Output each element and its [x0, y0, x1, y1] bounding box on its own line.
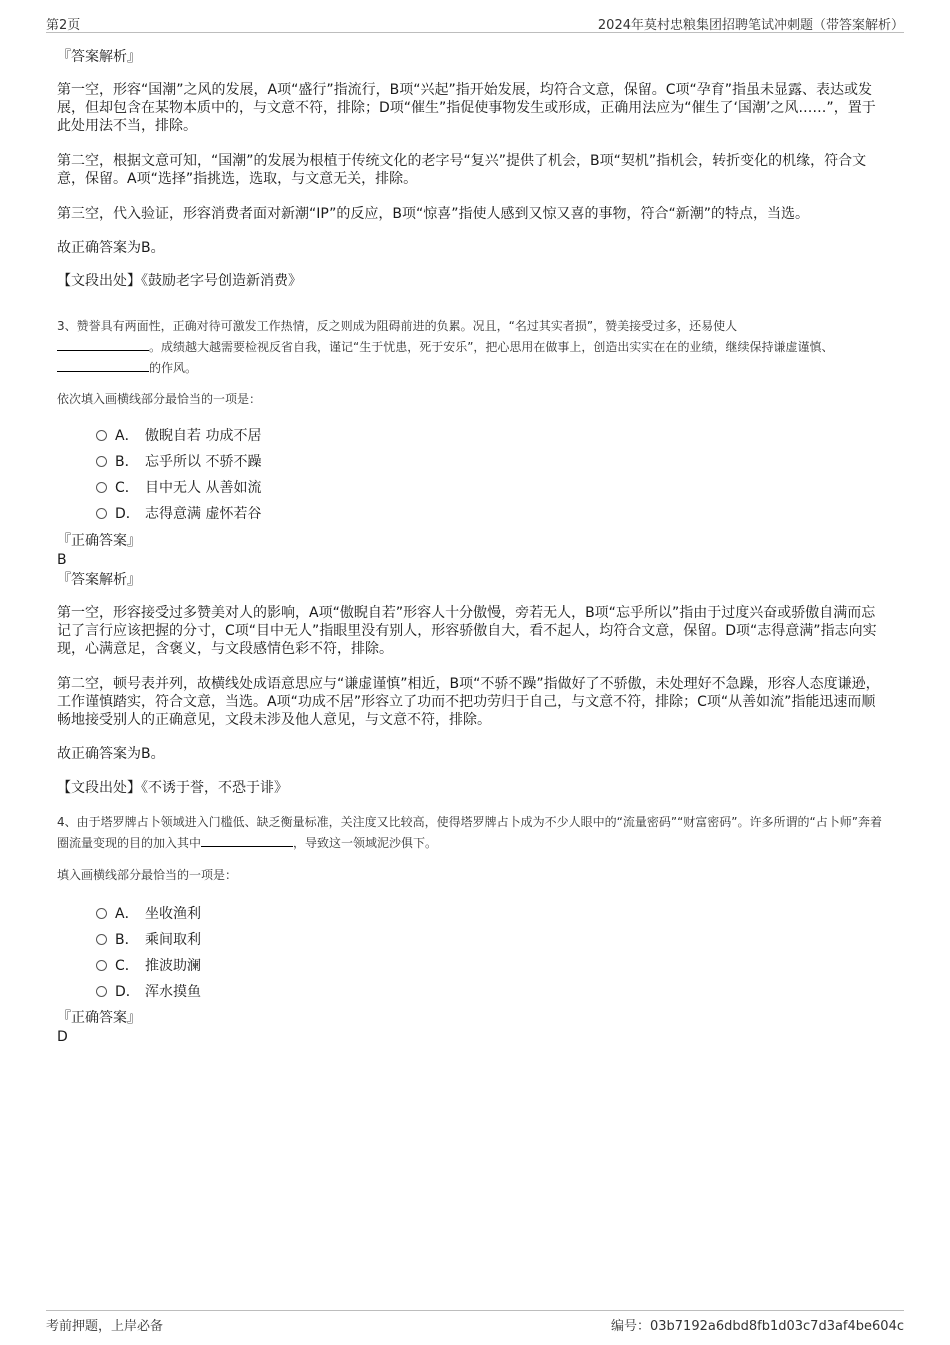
q4-option-b[interactable]: B． 乘间取利: [96, 929, 201, 949]
q3-source: 【文段出处】《不诱于誉，不恐于诽》: [57, 780, 288, 796]
document-title: 2024年莫村忠粮集团招聘笔试冲刺题（带答案解析）: [597, 18, 904, 33]
page-number: 第2页: [46, 18, 81, 33]
q3-conclusion: 故正确答案为B。: [57, 746, 165, 762]
q3-stem-part-b: 。成绩越大越需要检视反省自我，谨记“生于忧患，死于安乐”，把心思用在做事上，创造出实实在在的业绩，继续保持谦虚谨慎、: [149, 340, 834, 354]
q4-instruction: 填入画横线部分最恰当的一项是：: [57, 868, 238, 882]
q4-blank: [201, 834, 293, 847]
q3-option-a[interactable]: A． 傲睨自若 功成不居: [96, 425, 261, 445]
q2-analysis-p1: 第一空，形容“国潮”之风的发展，A项“盛行”指流行，B项“兴起”指开始发展，均符合文意，保留。C项“孕育”指虽未显露、表达或发展，但却包含在某物本质中的，与文意不符，排除；D项“催生”指促使事物发生或形成，正确用法应为“催生了‘国潮’之风……”，置于此处用法不当，排除。: [57, 82, 876, 134]
radio-icon[interactable]: [96, 986, 107, 997]
radio-icon[interactable]: [96, 508, 107, 519]
q4-stem-part-a: 4、由于塔罗牌占卜领域进入门槛低、缺乏衡量标准，关注度又比较高，使得塔罗牌占卜成为不少人眼中的“流量密码”“财富密码”。许多所谓的“占卜师”奔着圈流量变现的目的加入其中: [57, 815, 882, 850]
page-header: [46, 12, 904, 33]
page-footer: [46, 1310, 904, 1335]
q3-option-b[interactable]: B． 忘乎所以 不骄不躁: [96, 451, 261, 471]
q4-option-d[interactable]: D． 浑水摸鱼: [96, 981, 201, 1001]
q2-conclusion: 故正确答案为B。: [57, 240, 165, 256]
q3-analysis-label: 『答案解析』: [57, 572, 141, 588]
footer-document-id: 编号：03b7192a6dbd8fb1d03c7d3af4be604c: [610, 1319, 904, 1334]
q4-option-c[interactable]: C． 推波助澜: [96, 955, 201, 975]
q3-stem-part-a: 3、赞誉具有两面性，正确对待可激发工作热情，反之则成为阻碍前进的负累。况且，“名过其实者损”，赞美接受过多，还易使人: [57, 319, 738, 333]
radio-icon[interactable]: [96, 908, 107, 919]
radio-icon[interactable]: [96, 934, 107, 945]
q3-option-d[interactable]: D． 志得意满 虚怀若谷: [96, 503, 261, 523]
q2-source: 【文段出处】《鼓励老字号创造新消费》: [57, 273, 302, 289]
q3-instruction: 依次填入画横线部分最恰当的一项是：: [57, 392, 262, 406]
q4-stem-part-b: ，导致这一领域泥沙俱下。: [293, 836, 438, 850]
q2-analysis-p3: 第三空，代入验证，形容消费者面对新潮“IP”的反应，B项“惊喜”指使人感到又惊又喜的事物，符合“新潮”的特点，当选。: [57, 206, 809, 222]
radio-icon[interactable]: [96, 960, 107, 971]
footer-slogan: 考前押题，上岸必备: [46, 1319, 164, 1334]
q4-answer-label: 『正确答案』: [57, 1010, 141, 1026]
q2-analysis-p2: 第二空，根据文意可知，“国潮”的发展为根植于传统文化的老字号“复兴”提供了机会，B项“契机”指机会，转折变化的机缘，符合文意，保留。A项“选择”指挑选，选取，与文意无关，排除。: [57, 153, 867, 187]
q3-stem-part-c: 的作风。: [149, 361, 198, 375]
q3-option-c[interactable]: C． 目中无人 从善如流: [96, 477, 261, 497]
q3-answer: B: [57, 552, 67, 568]
q4-answer: D: [57, 1029, 68, 1045]
q3-blank-2: [57, 359, 149, 372]
q4-stem: [57, 812, 885, 854]
q2-analysis-label: 『答案解析』: [57, 49, 141, 65]
q3-analysis-p1: 第一空，形容接受过多赞美对人的影响，A项“傲睨自若”形容人十分傲慢，旁若无人，B项“忘乎所以”指由于过度兴奋或骄傲自满而忘记了言行应该把握的分寸，C项“目中无人”指眼里没有别人，形容骄傲自大，看不起人，均符合文意，保留。D项“志得意满”指志向实现，心满意足，含褒义，与文段感情色彩不符，排除。: [57, 605, 877, 657]
q4-option-a[interactable]: A． 坐收渔利: [96, 903, 201, 923]
q3-analysis-p2: 第二空，顿号表并列，故横线处成语意思应与“谦虚谨慎”相近，B项“不骄不躁”指做好了不骄傲，未处理好不急躁，形容人态度谦逊，工作谨慎踏实，符合文意，当选。A项“功成不居”形容立了功而不把功劳归于自己，与文意不符，排除；C项“从善如流”指能迅速而顺畅地接受别人的正确意见，文段未涉及他人意见，与文意不符，排除。: [57, 676, 880, 728]
q3-blank-1: [57, 338, 149, 351]
radio-icon[interactable]: [96, 456, 107, 467]
q3-answer-label: 『正确答案』: [57, 533, 141, 549]
q3-stem: [57, 316, 885, 379]
radio-icon[interactable]: [96, 430, 107, 441]
radio-icon[interactable]: [96, 482, 107, 493]
